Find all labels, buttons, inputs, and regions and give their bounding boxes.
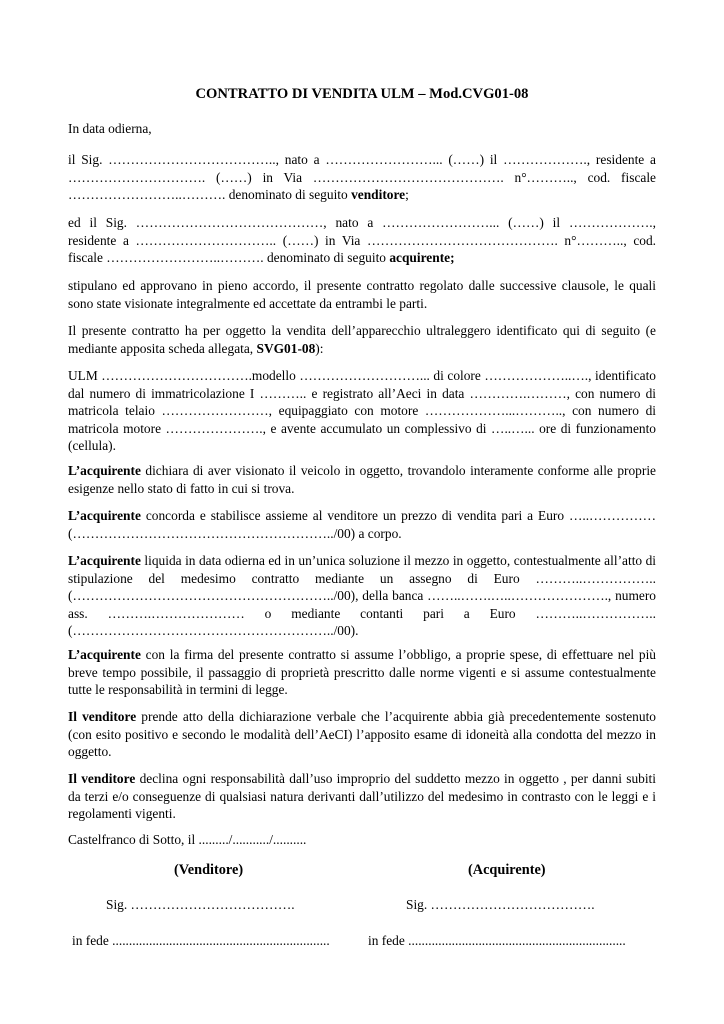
clause-text: dichiara di aver visionato il veicolo in oggetto, trovandolo interamente conforme alle proprie esigenze nello stato di fatto in cui si trova.: [68, 463, 656, 496]
clause-lead: L’acquirente: [68, 647, 141, 662]
buyer-signature-line: Sig. ……………………………….: [406, 897, 595, 912]
seller-signature-line: Sig. ……………………………….: [106, 897, 295, 912]
buyer-heading: (Acquirente): [468, 862, 546, 878]
object-text: Il presente contratto ha per oggetto la vendita dell’apparecchio ultraleggero identificato qui di seguito (e mediante apposita scheda allegata,: [68, 323, 656, 356]
ulm-details-text: ULM …………………………….modello ………………………... di colore ………………..…., identificato dal numero di immatricolazione I ……….. e registrato all’Aeci in data ………….………, con numero di matricola telaio ……………………, equipaggiato con motore ………………...……….., con numero di matricola motore …………………., e avente accumulato un complessivo di …..…... ore di funzionamento (cellula).: [68, 368, 656, 454]
clause-lead: L’acquirente: [68, 553, 141, 568]
clause-lead: Il venditore: [68, 709, 137, 724]
place-date-paragraph: [68, 831, 656, 849]
agreement-text: stipulano ed approvano in pieno accordo, il presente contratto regolato dalle successive clausole, le quali sono state visionate integralmente ed accettate da entrambi le parti.: [68, 278, 656, 311]
buyer-paragraph: [68, 214, 656, 267]
clause-text: prende atto della dichiarazione verbale che l’acquirente abbia già precedentemente sostenuto (con esito positivo e secondo le modalità dell’AeCI) l’apposito esame di idoneità alla condotta del mezzo in oggetto.: [68, 709, 656, 760]
model-code: SVG01-08: [256, 340, 316, 356]
seller-end: ;: [405, 187, 409, 203]
intro-paragraph: [68, 120, 656, 138]
seller-heading: (Venditore): [174, 862, 244, 878]
buyer-in-fede-line: in fede .................................................................: [368, 933, 626, 948]
clause-text: con la firma del presente contratto si assume l’obbligo, a proprie spese, di effettuare nel più breve tempo possibile, il passaggio di proprietà prescritto dalle norme vigenti e si assume contestualmente tutte le responsabilità in termini di legge.: [68, 647, 656, 698]
clause-lead: Il venditore: [68, 771, 136, 786]
seller-role: venditore: [351, 187, 406, 203]
document-title: CONTRATTO DI VENDITA ULM – Mod.CVG01-08: [195, 86, 529, 102]
object-paragraph: [68, 322, 656, 357]
clause-text: declina ogni responsabilità dall’uso improprio del suddetto mezzo in oggetto , per danni subiti da terzi e/o conseguenze di qualsiasi natura derivanti dall’utilizzo del medesimo in contrasto con le leggi e i regolamenti vigenti.: [68, 771, 656, 822]
clause-text: liquida in data odierna ed in un’unica soluzione il mezzo in oggetto, contestualmente all’atto di stipulazione del medesimo contratto mediante un assegno di Euro ………..…………….. (…………………………………………………../00), della banca ……..…….…..…………………., numero ass. ……….………………… o mediante contanti pari a Euro ………..…………….. (…………………………………………………../00).: [68, 553, 656, 639]
clause-inspection: [68, 462, 656, 497]
object-end: ):: [315, 340, 324, 356]
seller-in-fede-line: in fede .................................................................: [72, 933, 330, 948]
clause-seller-liability: [68, 770, 656, 823]
clause-lead: L’acquirente: [68, 508, 141, 523]
clause-lead: L’acquirente: [68, 463, 141, 478]
place-date: Castelfranco di Sotto, il ........./.........../..........: [68, 832, 307, 847]
clause-price: [68, 507, 656, 542]
seller-details: il Sig. ……………………………….., nato a ……………………... (……) il ………………., residente a …………………………. (……) in Via ……………………………………. n°……….., cod. fiscale ……………………..………. denominato di seguito: [68, 152, 656, 203]
intro-text: In data odierna,: [68, 121, 152, 136]
seller-paragraph: [68, 151, 656, 204]
buyer-role: acquirente;: [389, 250, 455, 266]
clause-seller-ack: [68, 708, 656, 761]
ulm-details-paragraph: [68, 367, 656, 455]
clause-text: concorda e stabilisce assieme al venditore un prezzo di vendita pari a Euro …..…………… (…………………………………………………../00) a corpo.: [68, 508, 656, 541]
clause-obligation: [68, 646, 656, 699]
buyer-details: ed il Sig. ……………………………………, nato a ……………………... (……) il ………………., residente a ………………………….. (……) in Via ……………………………………. n°……….., cod. fiscale ……………………..………. denominato di seguito: [68, 215, 656, 266]
clause-payment: [68, 552, 656, 640]
agreement-paragraph: [68, 277, 656, 312]
